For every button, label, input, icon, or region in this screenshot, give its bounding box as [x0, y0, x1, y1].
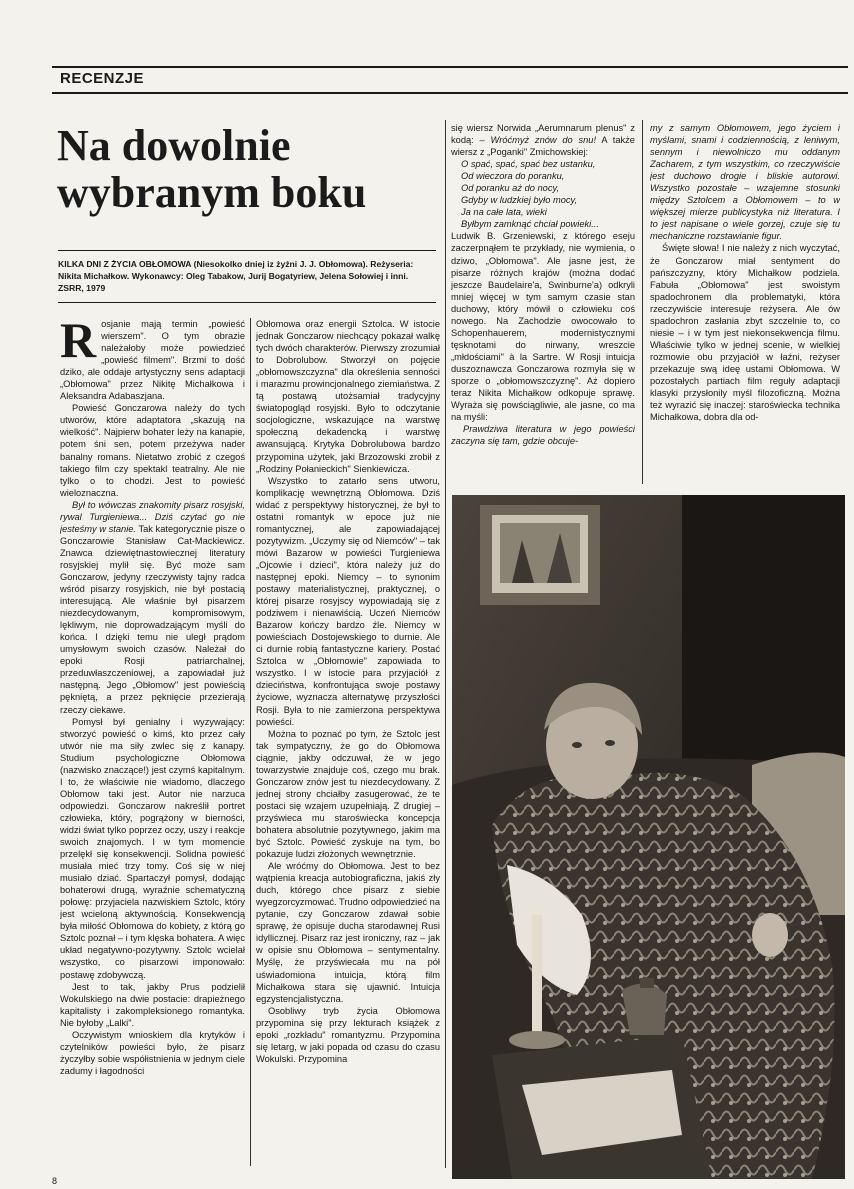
column-divider-2	[445, 120, 446, 1168]
poem-line: O spać, spać, spać bez ustanku,	[461, 159, 596, 170]
column-2	[256, 318, 440, 1168]
column-2-paragraph-3: Można to poznać po tym, że Sztolc jest tak sympatyczny, że go do Obłomowa ciągnie, jakby odczuwał, że w jego towarzystwie znajduje coś, czego mu brak. Gonczarow znów jest tu niezdecydowany. Z jednej strony chciałby zasugerować, że te postaci się wzajem uzupełniają. Z drugiej – przyświeca mu staroświecka koncepcja bohatera absolutnie pozytywnego, jakim ma być Sztolc. Powieść zyskuje na tym, bo pokazuje ludzi złożonych wewnętrznie.	[256, 728, 440, 860]
film-credits: KILKA DNI Z ŻYCIA OBŁOMOWA (Niesokolko dniej iz żyźni J. J. Obłomowa). Reżyseria: Nikita Michałkow. Wykonawcy: Oleg Tabakow, Jurij Bogatyriew, Jelena Sołowiej i inni. ZSRR, 1979	[58, 259, 414, 293]
column-2-paragraph-4: Ale wróćmy do Obłomowa. Jest to bez wątpienia kreacja autobiograficzna, jakiś zły duch, którego chce pisarz z siebie wyegzorcyzmować. Trudno odpowiedzieć na pytanie, czy Gonczarow zdawał sobie sprawę, że opisuje ducha starodawnej Rusi idyllicznej. Pisarz raz jest ironiczny, raz – jak w opisie snu Obłomowa – sentymentalny. Myślę, że przyświecała mu na pół uświadomiona intuicja, którą film Michałkowa stara się ujawnić. Intuicja egzystencjalistyczna.	[256, 861, 440, 1004]
column-1-paragraph-1: Rosjanie mają termin „powieść wierszem". O tym obrazie należałoby może powiedzieć „powieść filmem". Brzmi to dość dziko, ale oddaje artystyczny sens adaptacji „Obłomowa" przez Nikitę Michałkowa i Aleksandra Adabaszjana.	[60, 318, 245, 402]
wall-painting	[480, 505, 600, 605]
poem-line: Byłbym zamknąć chciał powieki...	[461, 219, 599, 230]
credits-top-rule	[58, 250, 436, 251]
column-1	[60, 318, 245, 1168]
column-divider-3	[642, 120, 643, 484]
column-2-paragraph-5: Osobliwy tryb życia Obłomowa przypomina się przy lekturach książek z epoki „rozkładu" romantyzmu. Przypomina się letarg, w jaki popada od czasu do czasu Wokulski. Przypomina	[256, 1005, 440, 1064]
column-4-paragraph-2: Święte słowa! I nie należy z nich wyczytać, że Gonczarow miał sentyment do pańszczyzny, który Michałkow podziela. Fabuła „Obłomowa" jest swoistym spadochronem dla problematyki, która rzeczywiście interesuje reżysera. Ale ów spadochron zasłania zbyt szczelnie to, co niesie – i w tym jest niekonsekwencja filmu. Właściwie tylko w jednej scenie, w wielkiej rozmowie obu przyjaciół w łaźni, reżyser przekazuje swą ideę ustami Obłomowa. W pozostałych partiach film reguły adaptacji klasyki przysłonily myśl filozoficzną. Można też wyrazić się inaczej: staroświecka technika Michałkowa, dobra dla od-	[650, 243, 840, 423]
column-4	[650, 122, 840, 482]
headline-line-1: Na dowolnie	[57, 121, 291, 170]
column-divider-1	[250, 318, 251, 1166]
column-3-paragraph-3: Prawdziwa literatura w jego powieści zaczyna się tam, gdzie obcuje-	[451, 424, 635, 447]
poem-line: Gdyby w ludzkiej było mocy,	[461, 195, 578, 206]
section-label: RECENZJE	[60, 70, 145, 87]
page-number: 8	[52, 1176, 58, 1186]
film-still-illustration	[452, 495, 845, 1179]
column-2-paragraph-1: Obłomowa oraz energii Sztolca. W istocie jednak Gonczarow niechcący pokazał walkę tych dwóch charakterów. Pierwszy zrozumiał to Dobrolubow. Stworzył on pojęcie „obłomowszczyzna" dla określenia senności i marazmu prowincjonalnego ziemiaństwa. Z tą postawą utożsamiał tradycyjny światopogląd rosyjski. Było to odczytanie socjologiczne, wskazujące na warstwę społeczną dekadencką i warstwę awansującą. Krytyka Dobrolubowa bardzo przypomina użytek, jaki Brzozowski zrobił z „Rodziny Połanieckich" Sienkiewicza.	[256, 319, 440, 474]
drop-cap: R	[60, 318, 97, 368]
section-rule	[52, 92, 848, 94]
column-3-paragraph-1: się wiersz Norwida „Aerumnarum plenus" z kodą: – Wróćmyż znów do snu! A także wiersz z „Poganki" Zmichowskiej:	[451, 123, 635, 158]
column-1-paragraph-4: Pomysł był genialny i wyzywający: stworzyć powieść o kimś, kto przez cały utwór nie ma siły zwlec się z kanapy. Studium psychologiczne Obłomowa (nazwisko znaczące!) jest czymś kapitalnym. I to, że właściwie nie wiadomo, dlaczego Obłomow taki jest. Autor nie narzuca odpowiedzi. Gonczarow nakreślił portret człowieka, który, pogrążony w bierności, widzi świat tylko poprzez oczy, uszy i reakcje swoich znajomych. I w tym momencie przelękł się konsekwencji. Solidna powieść musiała mieć trzy tomy. Coś się w niej musiało dziać. Spartaczył pomysł, dodając bohaterowi drugą, wyraźnie schematyczną połowę: przyjaciela nazwiskiem Sztolc, który jest wcieloną aktywnością. Konsekwencją była miłość Obłomowa do kobiety, z którą go Sztolc poznał – i tym klęska bohatera. A więc układ negatywno-pozytywny. Sztolc wcielał wszystko, co pisarzowi imponowało: postawę zdobywczą.	[60, 716, 245, 980]
column-1-paragraph-2: Powieść Gonczarowa należy do tych utworów, które adaptatora „skazują na wielkość". Najpierw bohater leży na kanapie, potem śni sen, potem przeżywa nader banalny romans. Nietatwo zrobić z czegoś takiego film czy spektakl teatralny. Ale nie tylko o to chodzi. Jest to powieść wieloznaczna.	[60, 403, 245, 498]
column-1-paragraph-5: Jest to tak, jakby Prus podzielił Wokulskiego na dwie postacie: drapieżnego kapitalisty i zakompleksionego romantyka. Nie byłoby „Lalki".	[60, 981, 245, 1028]
film-still-photo	[452, 495, 845, 1179]
headline	[57, 122, 447, 216]
column-1-paragraph-6: Oczywistym wnioskiem dla krytyków i czytelników powieści było, że pisarz życzyłby sobie współistnienia w jednym ciele zadumy i łagodności	[60, 1029, 245, 1076]
column-3	[451, 122, 635, 482]
column-4-paragraph-1: my z samym Obłomowem, jego życiem i myślami, snami i codziennością, z leniwym, sennym i niewolniczo mu oddanym Zacharem, z tym wszystkim, co rzeczywiście jest duchowo drogie i bliskie autorowi. Wszystko pozostałe – wzajemne stosunki między Sztolcem a Obłomowem – to w większej mierze publicystyka niż literatura. I to jest napisane o wiele gorzej, czuje się tu mechaniczne rozstawianie figur.	[650, 123, 840, 242]
top-rule	[52, 66, 848, 68]
poem-line: Od poranku aż do nocy,	[461, 183, 560, 194]
column-1-paragraph-3: Był to wówczas znakomity pisarz rosyjski, rywal Turgieniewa... Dziś czytać go nie jesteśmy w stanie. Tak kategorycznie pisze o Gonczarowie Stanisław Cat-Mackiewicz. Znawca dziewiętnastowiecznej literatury rosyjskiej mylił się. Być może sam Gonczarow, jedyny rzeczywisty tajny radca wśród pisarzy rosyjskich, nie był postacią interesującą. Ale właśnie był pisarzem niezdecydowanym, kompromisowym, lękliwym, nie doprowadzającym myśli do końca. I dzięki temu nie uległ prądom umysłowym swoich czasów. Należał do epoki Rosji patriarchalnej, przeduwłaszczeniowej, a zapowiadał już następną. Jego „Obłomow" jest powieścią pękniętą, a przez pęknięcie przezierają rzeczy ciekawe.	[60, 499, 245, 715]
column-2-paragraph-2: Wszystko to zatarło sens utworu, komplikację wewnętrzną Obłomowa. Dziś widać z perspektywy historycznej, że był to ostatni romantyk w epoce już nie romantycznej, ale zapowiadającej pozytywizm. „Uczymy się od Niemców" – tak mówi Bazarow w powieści Turgieniewa „Ojcowie i dzieci", która należy już do następnej epoki. Niemcy – to synonim postawy materialistycznej, praktycznej, o której pisarze rosyjscy wypowiadają się z podziwem i nienawiścią. Uczeń Niemców Bazarow kończy bardzo źle. Niemcy w powieściach Dostojewskiego to durnie. Ale ci durnie robią fantastyczne kariery. Postać Sztolca w „Obłomowie" zapowiada to wszystko. I w istocie para przyjaciół z dzieciństwa, konfrontująca swoje postawy życiowe, wyznacza alternatywę przyszłości Rosji. Była to nie zamierzona perspektywa powieści.	[256, 475, 440, 727]
poem-line: Od wieczora do poranku,	[461, 171, 565, 182]
column-3-paragraph-2: Ludwik B. Grzeniewski, z którego eseju zaczerpnąłem te przykłady, nie wymienia, o dziwo, „Obłomowa". Ale jasne jest, że pisarze różnych krajów (można dodać jeszcze Baudelaire'a, Swinburne'a) odkryli mniej więcej w tym samym czasie stan duchowy, który mówił o człowieku coś nowego. Na Zachodzie owocowało to Schopenhauerem, modernistycznymi tęsknotami do nirwany, wreszcie „młdościami" à la Sartre. W Rosji intuicja duszoznawcza Gonczarowa rozmyła się w sporze o „obłomowszczyznę". Aż dopiero teraz Nikita Michałkow odkopuje sprawę. Wyraża się powściągliwie, ale jasne, co ma na myśli:	[451, 231, 635, 423]
poem-quote	[451, 158, 635, 230]
credits-bottom-rule	[58, 302, 436, 303]
headline-line-2: wybranym boku	[57, 168, 367, 217]
poem-line: Ja na całe lata, wieki	[461, 207, 547, 218]
